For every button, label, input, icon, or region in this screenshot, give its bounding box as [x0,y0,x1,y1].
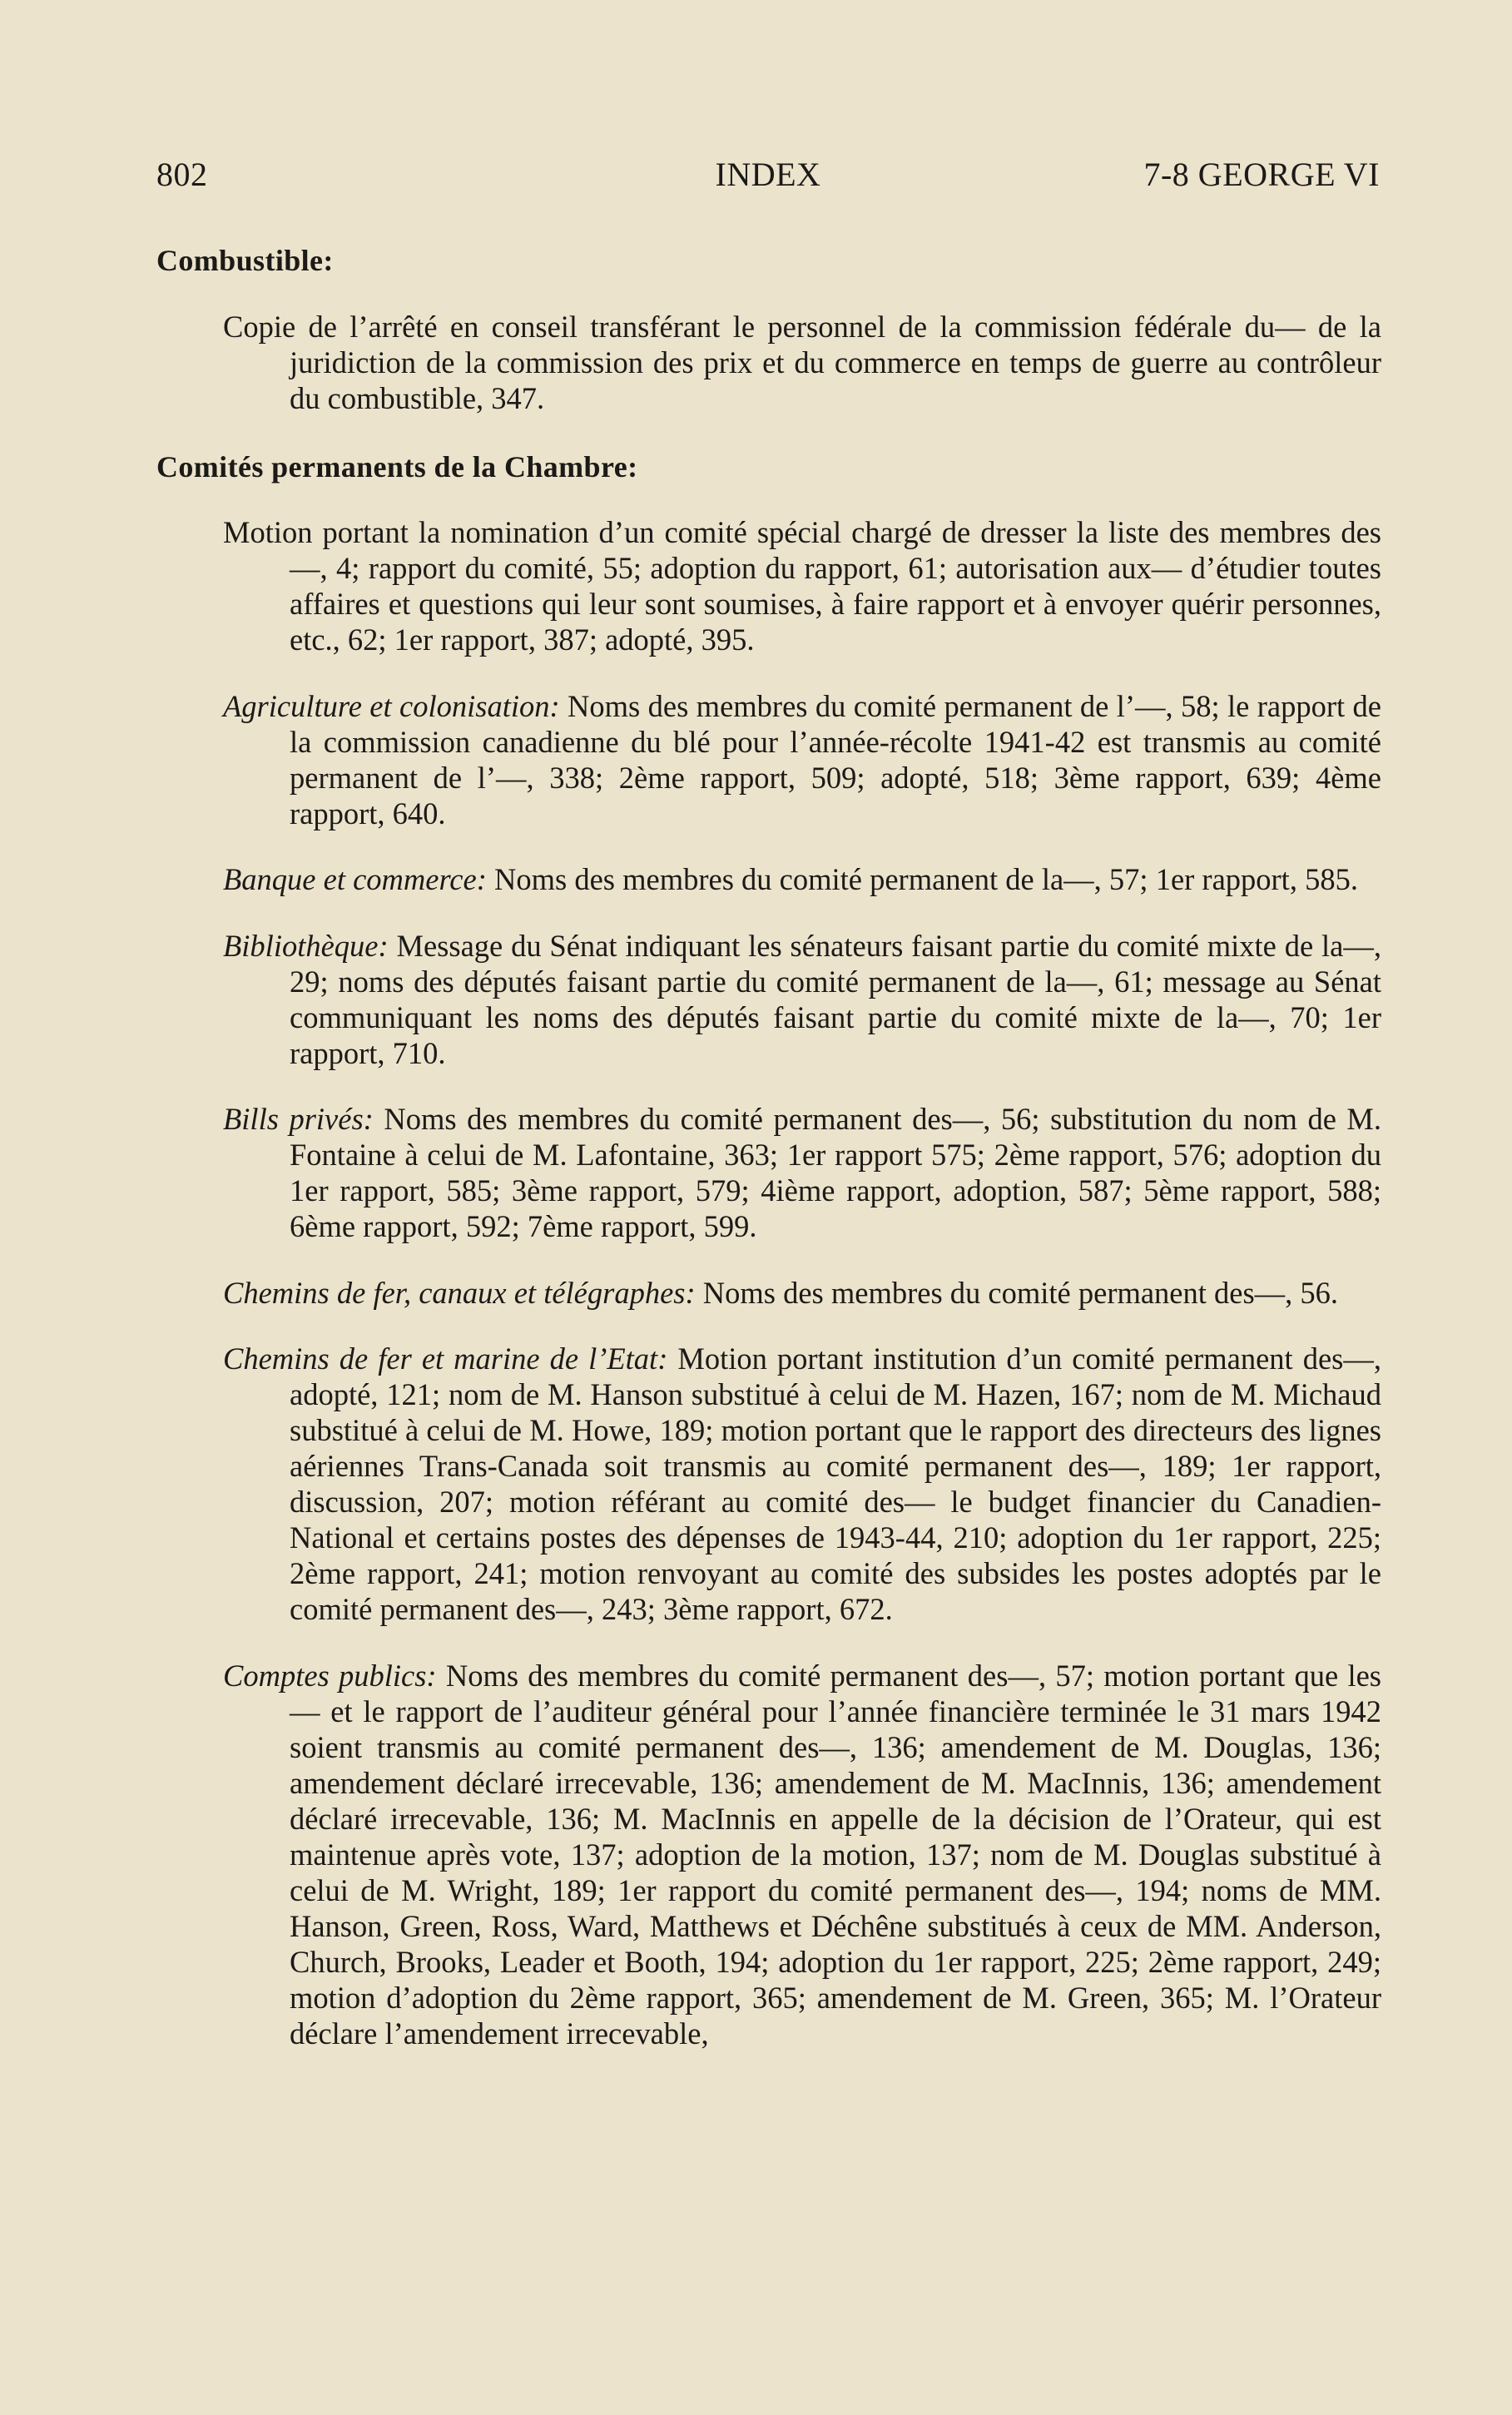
entry-subject: Chemins de fer et marine de l’Etat: [223,1341,668,1376]
index-body [156,243,1381,2085]
index-entry [223,1658,1381,2051]
volume-label: 7-8 GEORGE VI [1143,156,1380,193]
index-section-comites [156,449,1381,2051]
entry-subject: Bibliothèque: [223,928,389,963]
entry-subject: Chemins de fer, canaux et télégraphes: [223,1275,696,1310]
entry-text: Noms des membres du comité permanent de l’—, 58; le rapport de la commission canadienne du blé pour l’année-récolte 1941-42 est transmis au comité permanent de l’—, 338; 2ème rapport, 509; adopté, 518; 3ème rapport, 639; 4ème rapport, 640. [290,688,1382,831]
entry-text: Noms des membres du comité permanent des—, 56. [695,1275,1339,1310]
entry-subject: Agriculture et colonisation: [223,688,560,723]
page-number: 802 [156,156,208,193]
entry-text: Copie de l’arrêté en conseil transférant le personnel de la commission fédérale du— de la juridiction de la commission des prix et du commerce en temps de guerre au contrôleur du combustible, 347. [223,309,1381,415]
index-entry [223,1275,1381,1311]
index-entry [223,1341,1381,1627]
entry-subject: Bills privés: [223,1102,374,1136]
section-heading: Combustible: [156,244,334,277]
entry-text: Motion portant institution d’un comité permanent des—, adopté, 121; nom de M. Hanson substitué à celui de M. Hazen, 167; nom de M. Michaud substitué à celui de M. Howe, 189; motion portant que le rapport des directeurs des lignes aériennes Trans-Canada soit transmis au comité permanent des—, 189; 1er rapport, discussion, 207; motion référant au comité des— le budget financier du Canadien-National et certains postes des dépenses de 1943-44, 210; adoption du 1er rapport, 225; 2ème rapport, 241; motion renvoyant au comité des subsides les postes adoptés par le comité permanent des—, 243; 3ème rapport, 672. [290,1341,1381,1626]
index-entry [223,309,1381,416]
entry-text: Noms des membres du comité permanent de la—, 57; 1er rapport, 585. [486,862,1358,896]
index-entry [223,928,1381,1071]
index-entry [223,514,1381,657]
section-heading: Comités permanents de la Chambre: [156,449,638,483]
index-entry [223,688,1381,831]
entry-subject: Comptes publics: [223,1658,437,1693]
entry-text: Motion portant la nomination d’un comité spécial chargé de dresser la liste des membres des—, 4; rapport du comité, 55; adoption du rapport, 61; autorisation aux— d’étudier toutes affaires et questions qui leur sont soumises, à faire rapport et à envoyer quérir personnes, etc., 62; 1er rapport, 387; adopté, 395. [223,515,1381,657]
page-title: INDEX [715,156,821,193]
entry-text: Message du Sénat indiquant les sénateurs faisant partie du comité mixte de la—, 29; noms des députés faisant partie du comité permanent de la—, 61; message au Sénat communiquant les noms des députés faisant partie du comité mixte de la—, 70; 1er rapport, 710. [290,928,1381,1070]
entry-text: Noms des membres du comité permanent des—, 57; motion portant que les— et le rapport de l’auditeur général pour l’année financière terminée le 31 mars 1942 soient transmis au comité permanent des—, 136; amendement de M. Douglas, 136; amendement déclaré irrecevable, 136; amendement de M. MacInnis, 136; amendement déclaré irrecevable, 136; M. MacInnis en appelle de la décision de l’Orateur, qui est maintenue après vote, 137; adoption de la motion, 137; nom de M. Douglas substitué à celui de M. Wright, 189; 1er rapport du comité permanent des—, 194; noms de MM. Hanson, Green, Ross, Ward, Matthews et Déchêne substitués à ceux de MM. Anderson, Church, Brooks, Leader et Booth, 194; adoption du 1er rapport, 225; 2ème rapport, 249; motion d’adoption du 2ème rapport, 365; amendement de M. Green, 365; M. l’Orateur déclare l’amendement irrecevable, [290,1658,1381,2051]
entry-text: Noms des membres du comité permanent des—, 56; substitution du nom de M. Fontaine à celui de M. Lafontaine, 363; 1er rapport 575; 2ème rapport, 576; adoption du 1er rapport, 585; 3ème rapport, 579; 4ième rapport, adoption, 587; 5ème rapport, 588; 6ème rapport, 592; 7ème rapport, 599. [290,1102,1382,1243]
index-entry [223,861,1381,897]
running-head [156,155,1380,198]
index-entry [223,1101,1381,1244]
entry-subject: Banque et commerce: [223,862,487,896]
index-section-combustible [156,243,1381,416]
